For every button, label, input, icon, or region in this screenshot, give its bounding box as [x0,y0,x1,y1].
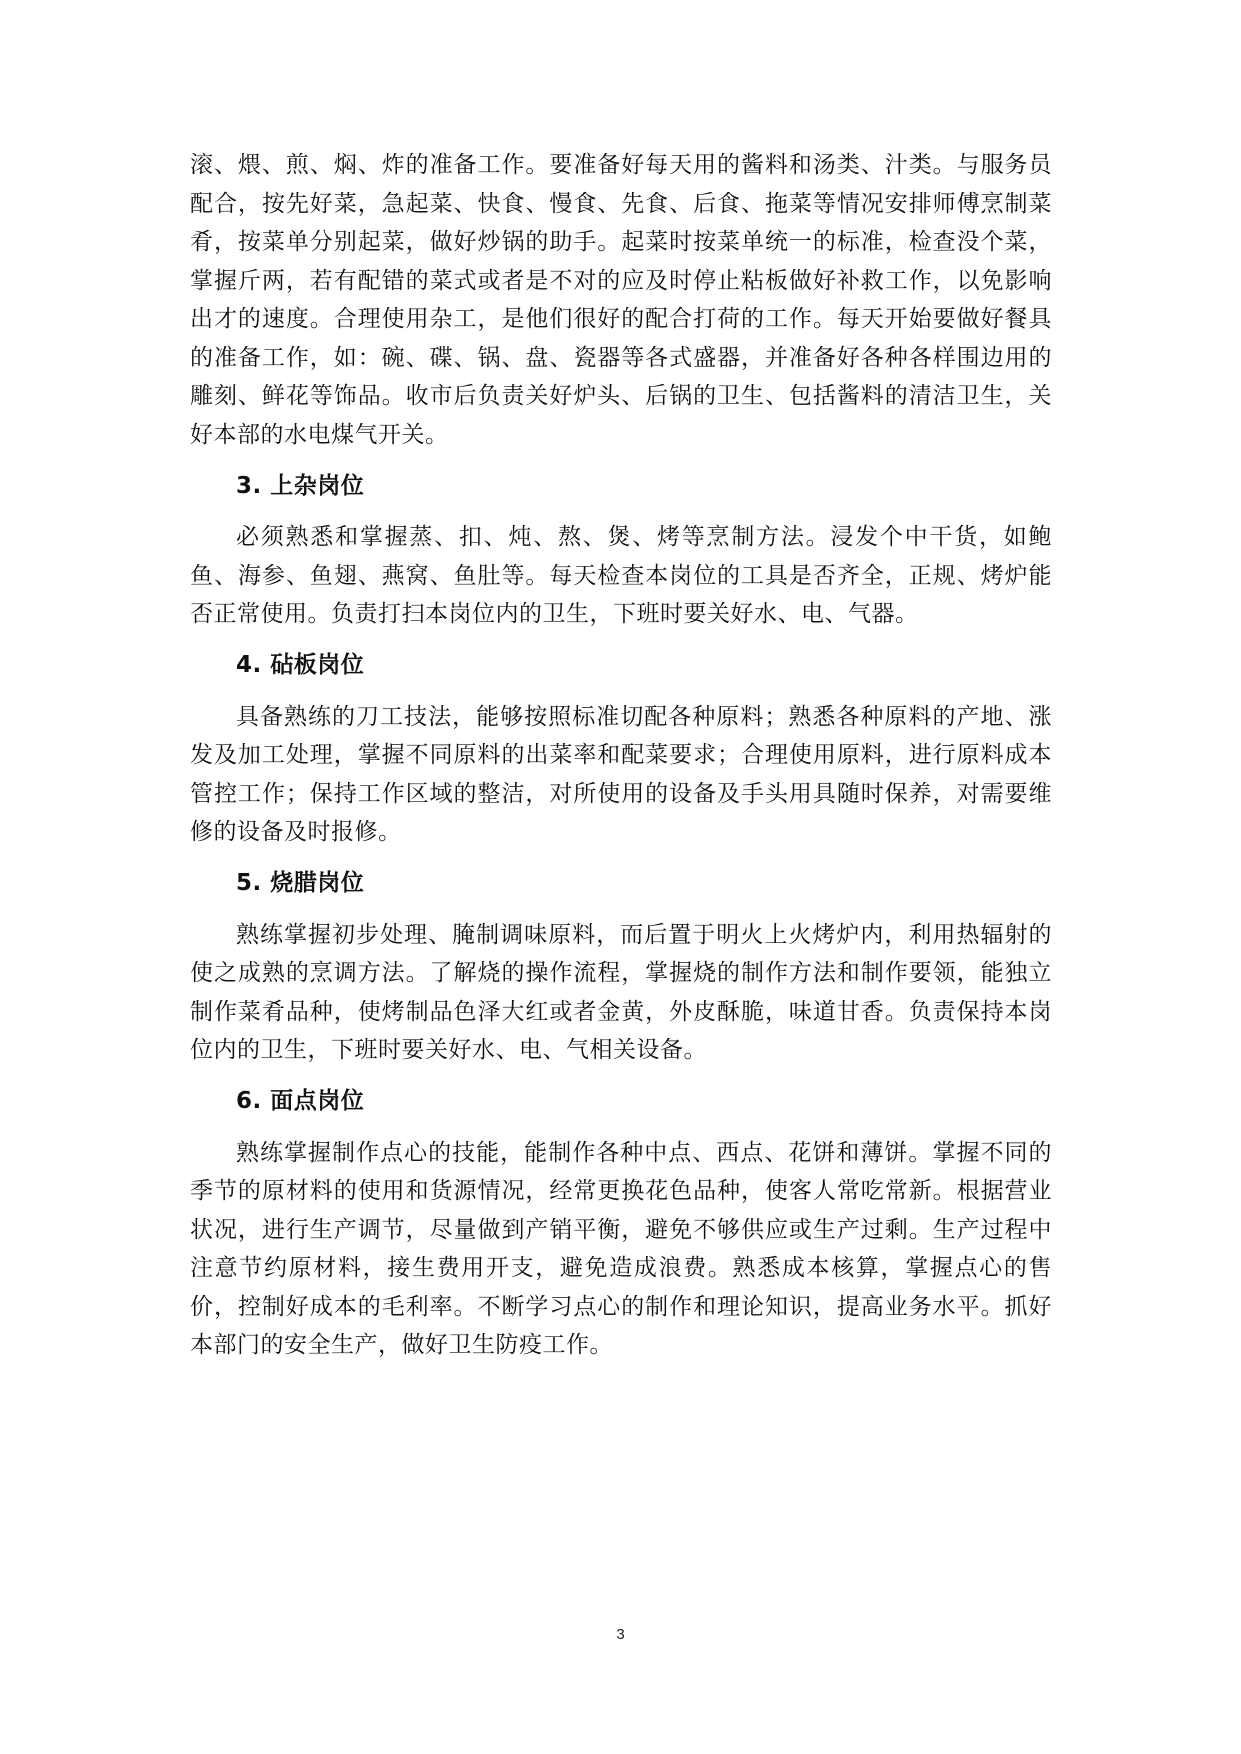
section-body-zhanban: 具备熟练的刀工技法，能够按照标准切配各种原料；熟悉各种原料的产地、涨发及加工处理，掌握不同原料的出菜率和配菜要求；合理使用原料，进行原料成本管控工作；保持工作区域的整洁，对所使用的设备及手头用具随时保养，对需要维修的设备及时报修。 [190,703,1052,845]
continued-paragraph: 滚、煨、煎、焖、炸的准备工作。要准备好每天用的酱料和汤类、汁类。与服务员配合，按先好菜，急起菜、快食、慢食、先食、后食、拖菜等情况安排师傅烹制菜肴，按菜单分别起菜，做好炒锅的助手。起菜时按菜单统一的标准，检查没个菜，掌握斤两，若有配错的菜式或者是不对的应及时停止粘板做好补救工作，以免影响出才的速度。合理使用杂工，是他们很好的配合打荷的工作。每天开始要做好餐具的准备工作，如：碗、碟、锅、盘、瓷器等各式盛器，并准备好各种各样围边用的雕刻、鲜花等饰品。收市后负责关好炉头、后锅的卫生、包括酱料的清洁卫生，关好本部的水电煤气开关。 [190,152,1052,448]
section-heading-zhanban: 4. 砧板岗位 [236,652,365,679]
section-body-shaola: 熟练掌握初步处理、腌制调味原料，而后置于明火上火烤炉内，利用热辐射的使之成熟的烹调方法。了解烧的操作流程，掌握烧的制作方法和制作要领，能独立制作菜肴品种，使烤制品色泽大红或者金黄，外皮酥脆，味道甘香。负责保持本岗位内的卫生，下班时要关好水、电、气相关设备。 [190,921,1052,1063]
section-heading-miandian: 6. 面点岗位 [236,1088,365,1115]
page-content [190,146,1052,1365]
section-heading-shangza: 3. 上杂岗位 [236,472,365,499]
section-body-shangza: 必须熟悉和掌握蒸、扣、炖、熬、煲、烤等烹制方法。浸发个中干货，如鲍鱼、海参、鱼翅、燕窝、鱼肚等。每天检查本岗位的工具是否齐全，正规、烤炉能否正常使用。负责打扫本岗位内的卫生，下班时要关好水、电、气器。 [190,524,1052,627]
page-number: 3 [616,1626,625,1643]
section-heading-shaola: 5. 烧腊岗位 [236,870,365,897]
section-body-miandian: 熟练掌握制作点心的技能，能制作各种中点、西点、花饼和薄饼。掌握不同的季节的原材料的使用和货源情况，经常更换花色品种，使客人常吃常新。根据营业状况，进行生产调节，尽量做到产销平衡，避免不够供应或生产过剩。生产过程中注意节约原材料，接生费用开支，避免造成浪费。熟悉成本核算，掌握点心的售价，控制好成本的毛利率。不断学习点心的制作和理论知识，提高业务水平。抓好本部门的安全生产，做好卫生防疫工作。 [190,1139,1052,1358]
